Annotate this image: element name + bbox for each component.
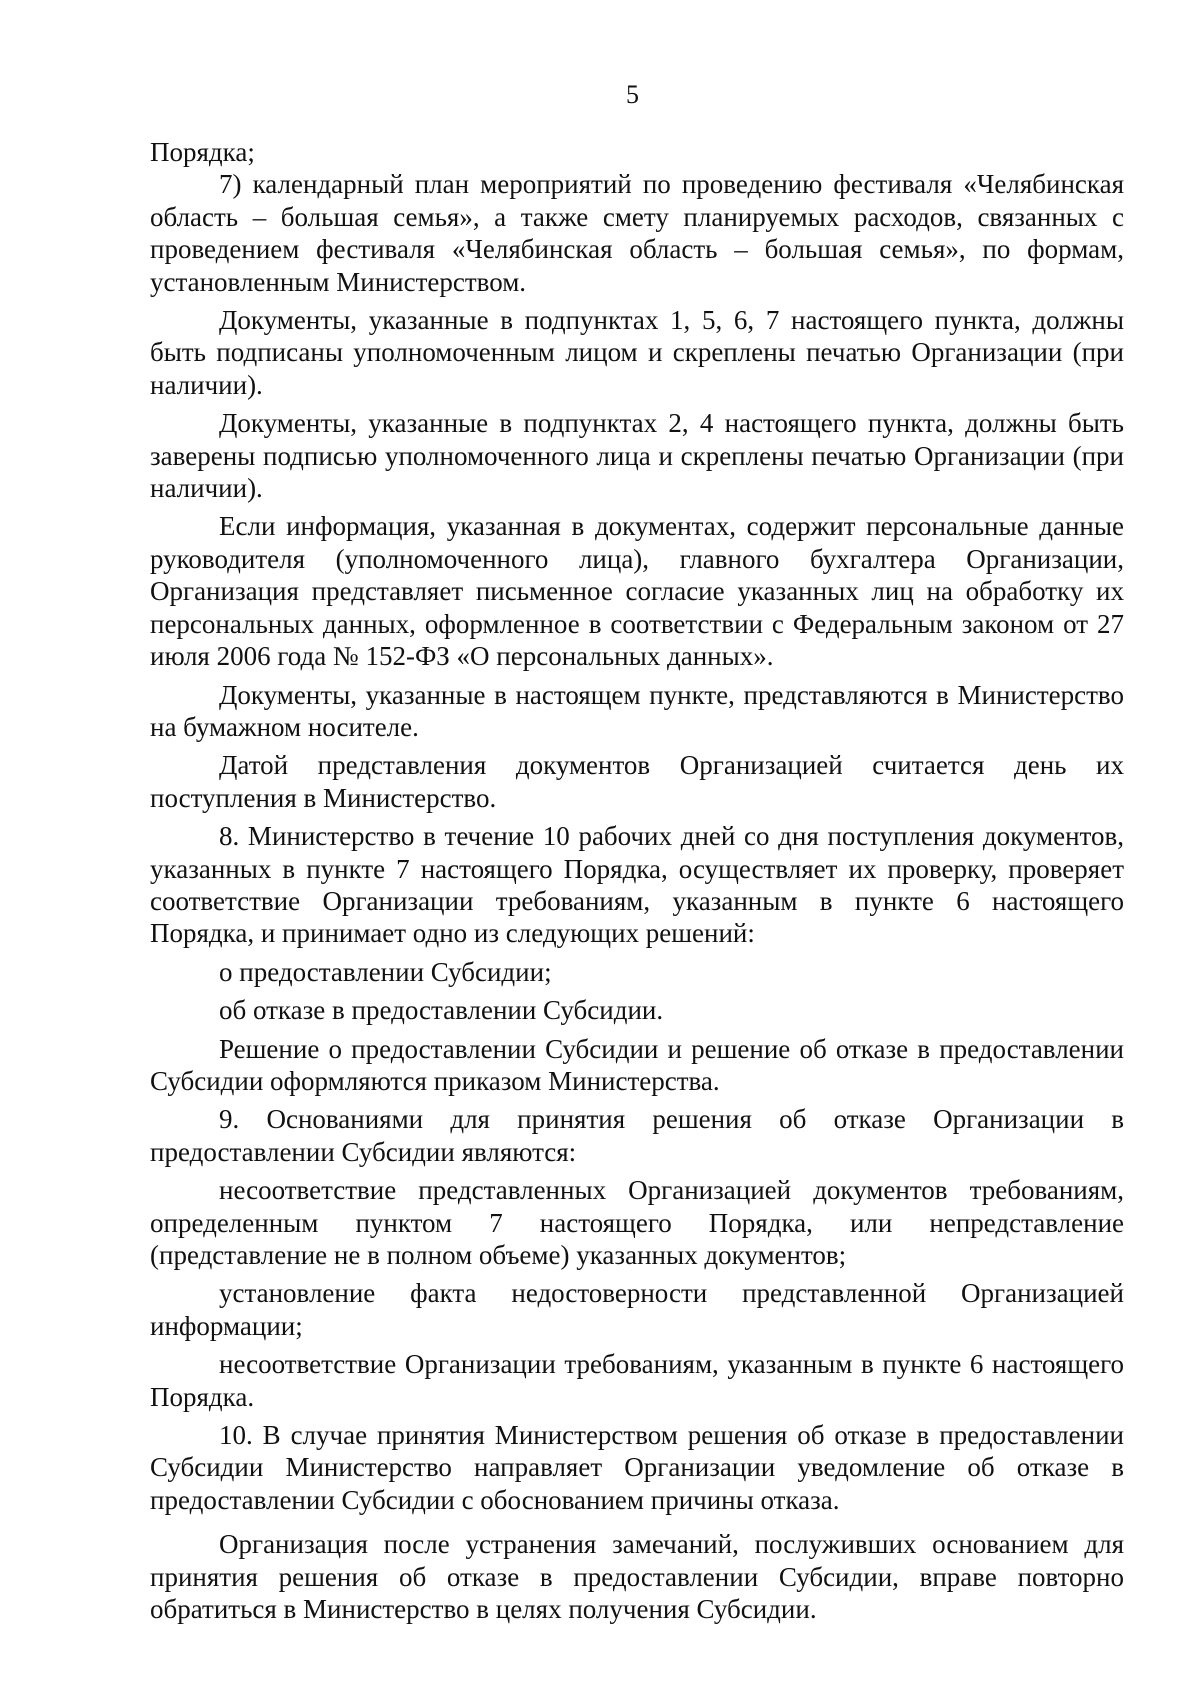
paragraph-paper-submission: Документы, указанные в настоящем пункте, представляются в Министерство на бумажном носителе. <box>150 679 1124 742</box>
paragraph-decision-refusal: об отказе в предоставлении Субсидии. <box>219 995 664 1026</box>
paragraph-submission-date: Датой представления документов Организацией считается день их поступления в Министерство. <box>150 750 1124 813</box>
paragraph-personal-data: Если информация, указанная в документах, содержит персональные данные руководителя (уполномоченного лица), главного бухгалтера Организации, Организация представляет письменное согласие указанных лиц на обработку их персональных данных, оформленное в соответствии с Федеральным законом от 27 июля 2006 года № 152-ФЗ «О персональных данных». <box>150 511 1124 672</box>
paragraph-decision-order: Решение о предоставлении Субсидии и решение об отказе в предоставлении Субсидии оформляются приказом Министерства. <box>150 1033 1124 1096</box>
paragraph-resubmission: Организация после устранения замечаний, послуживших основанием для принятия решения об отказе в предоставлении Субсидии, вправе повторно обратиться в Министерство в целях получения Субсидии. <box>150 1529 1124 1625</box>
paragraph-certified-documents: Документы, указанные в подпунктах 2, 4 настоящего пункта, должны быть заверены подписью уполномоченного лица и скреплены печатью Организации (при наличии). <box>150 408 1124 504</box>
paragraph-item-9: 9. Основаниями для принятия решения об отказе Организации в предоставлении Субсидии являются: <box>150 1104 1124 1167</box>
paragraph-ground-false-information: установление факта недостоверности представленной Организацией информации; <box>150 1278 1124 1341</box>
paragraph-signed-documents: Документы, указанные в подпунктах 1, 5, 6, 7 настоящего пункта, должны быть подписаны уполномоченным лицом и скреплены печатью Организации (при наличии). <box>150 305 1124 400</box>
page-number: 5 <box>626 80 639 109</box>
paragraph-ground-noncompliance-documents: несоответствие представленных Организацией документов требованиям, определенным пунктом 7 настоящего Порядка, или непредставление (представление не в полном объеме) указанных документов; <box>150 1175 1124 1270</box>
paragraph-continuation: Порядка; <box>150 137 255 167</box>
document-body <box>150 136 1124 1625</box>
paragraph-item-8: 8. Министерство в течение 10 рабочих дней со дня поступления документов, указанных в пункте 7 настоящего Порядка, осуществляет их проверку, проверяет соответствие Организации требованиям, указанным в пункте 6 настоящего Порядка, и принимает одно из следующих решений: <box>150 821 1124 949</box>
paragraph-decision-grant: о предоставлении Субсидии; <box>219 956 552 987</box>
paragraph-ground-noncompliance-organization: несоответствие Организации требованиям, указанным в пункте 6 настоящего Порядка. <box>150 1349 1124 1412</box>
paragraph-item-10: 10. В случае принятия Министерством решения об отказе в предоставлении Субсидии Министерство направляет Организации уведомление об отказе в предоставлении Субсидии с обоснованием причины отказа. <box>150 1420 1124 1515</box>
paragraph-subitem-7: 7) календарный план мероприятий по проведению фестиваля «Челябинская область – большая семья», а также смету планируемых расходов, связанных с проведением фестиваля «Челябинская область – большая семья», по формам, установленным Министерством. <box>150 169 1124 297</box>
